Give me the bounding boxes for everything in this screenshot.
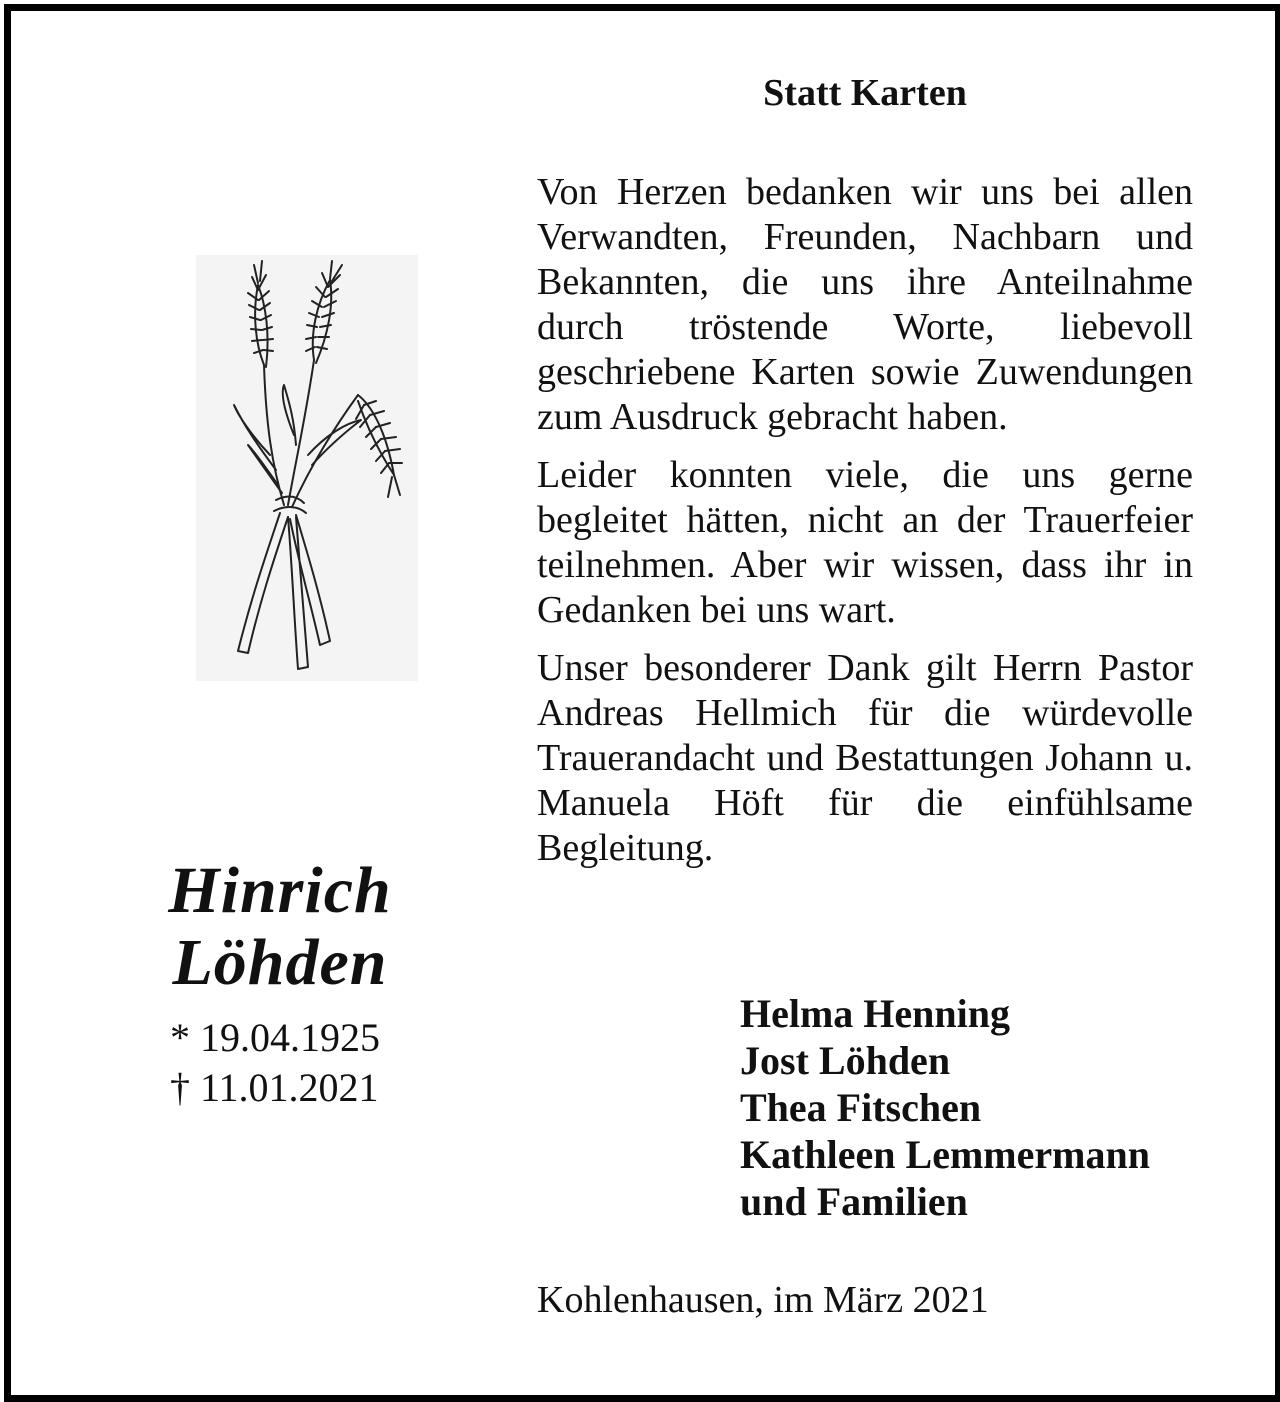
paragraph-special-thanks: Unser besonderer Dank gilt Herrn Pastor Andreas Hellmich für die würdevolle Trauerandacht und Bestattungen Johann u. Manuela Höft für die einfühlsame Begleitung. (537, 647, 1193, 869)
signer: Jost Löhden (740, 1038, 951, 1083)
deceased-block (130, 855, 430, 1113)
thank-you-text (537, 170, 1193, 884)
signer: und Familien (740, 1179, 968, 1224)
deceased-last-name: Löhden (172, 926, 388, 999)
signer: Thea Fitschen (740, 1085, 982, 1130)
wheat-bundle-icon (196, 255, 418, 681)
birth-date: * 19.04.1925 (170, 1015, 380, 1060)
deceased-first-name: Hinrich (168, 854, 392, 927)
signers-list (740, 990, 1150, 1225)
paragraph-thanks: Von Herzen bedanken wir uns bei allen Verwandten, Freunden, Nachbarn und Bekannten, die uns ihre Anteilnahme durch tröstende Worte, liebevoll geschriebene Karten sowie Zuwendungen zum Ausdruck gebracht haben. (537, 171, 1193, 438)
life-dates (130, 1013, 430, 1113)
signer: Helma Henning (740, 991, 1011, 1036)
signer: Kathleen Lemmermann (740, 1132, 1150, 1177)
notice-heading: Statt Karten (763, 72, 967, 114)
place-and-date: Kohlenhausen, im März 2021 (537, 1279, 989, 1321)
paragraph-absence: Leider konnten viele, die uns gerne begleitet hätten, nicht an der Trauerfeier teilnehmen. Aber wir wissen, dass ihr in Gedanken bei uns wart. (537, 454, 1193, 631)
death-date: † 11.01.2021 (170, 1065, 379, 1110)
